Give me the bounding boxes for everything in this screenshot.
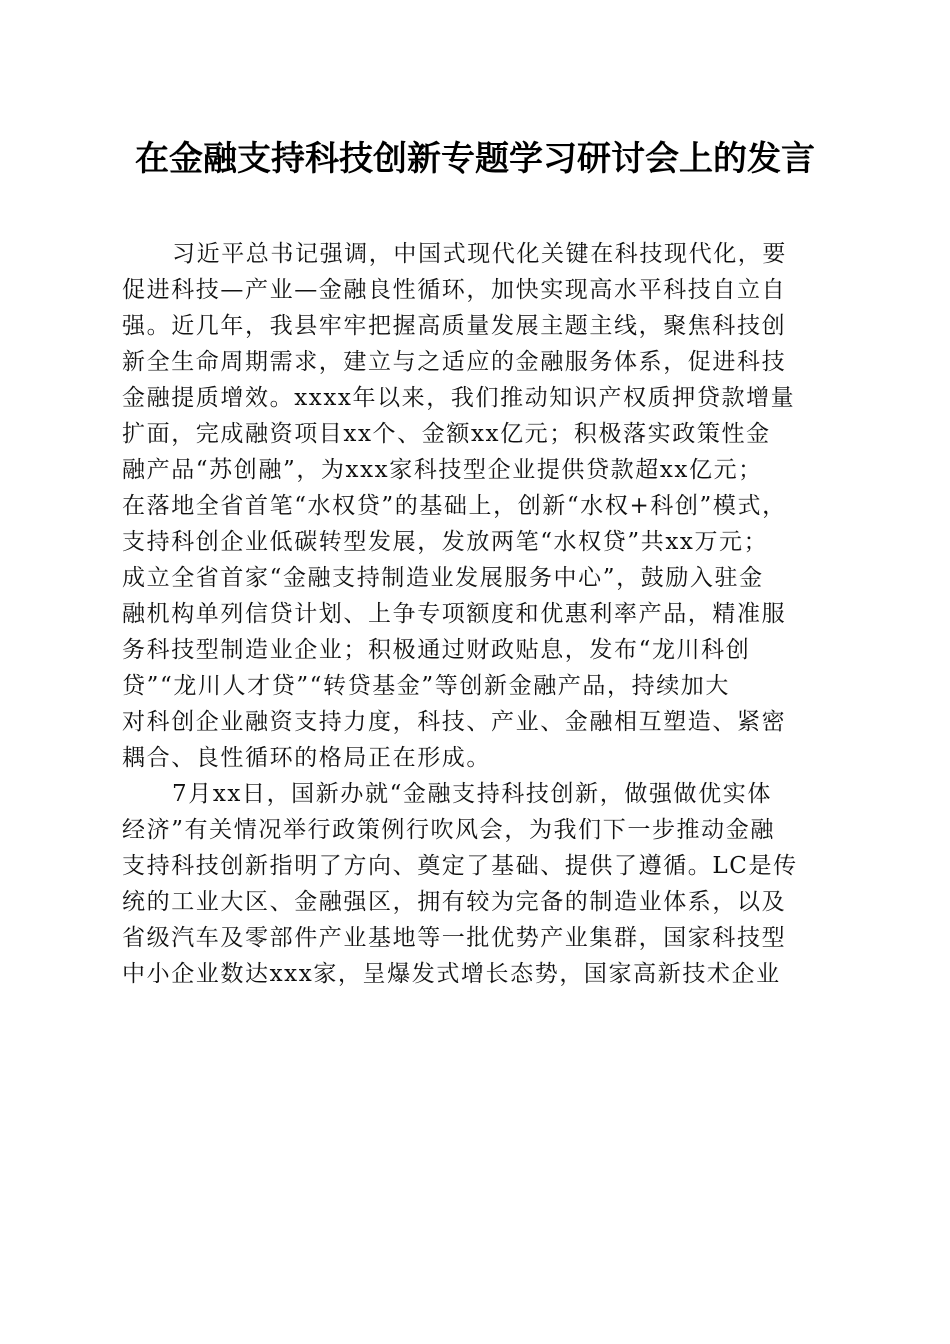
paragraph-1-line-9: 支持科创企业低碳转型发展，发放两笔“水权贷”共xx万元；	[122, 529, 769, 555]
paragraph-1-line-6: 扩面，完成融资项目xx个、金额xx亿元；积极落实政策性金	[122, 421, 771, 447]
paragraph-1-line-5: 金融提质增效。xxxx年以来，我们推动知识产权质押贷款增量	[122, 385, 796, 411]
paragraph-1-line-7: 融产品“苏创融”，为xxx家科技型企业提供贷款超xx亿元；	[122, 457, 763, 483]
paragraph-2-line-1: 7月xx日，国新办就“金融支持科技创新，做强做优实体	[172, 781, 772, 807]
paragraph-1-line-4: 新全生命周期需求，建立与之适应的金融服务体系，促进科技	[122, 349, 787, 375]
paragraph-2-line-2: 经济”有关情况举行政策例行吹风会，为我们下一步推动金融	[122, 817, 775, 843]
paragraph-1-line-11: 融机构单列信贷计划、上争专项额度和优惠利率产品，精准服	[122, 601, 787, 627]
paragraph-1-line-10: 成立全省首家“金融支持制造业发展服务中心”，鼓励入驻金	[122, 565, 764, 591]
paragraph-2-line-6: 中小企业数达xxx家，呈爆发式增长态势，国家高新技术企业	[122, 961, 781, 987]
paragraph-2-line-5: 省级汽车及零部件产业基地等一批优势产业集群，国家科技型	[122, 925, 787, 951]
paragraph-1-line-13: 贷”“龙川人才贷”“转贷基金”等创新金融产品，持续加大	[122, 673, 730, 699]
paragraph-1-line-14: 对科创企业融资支持力度，科技、产业、金融相互塑造、紧密	[122, 709, 787, 735]
paragraph-1-line-8: 在落地全省首笔“水权贷”的基础上，创新“水权+科创”模式，	[122, 493, 787, 519]
paragraph-2-line-4: 统的工业大区、金融强区，拥有较为完备的制造业体系，以及	[122, 889, 787, 915]
paragraph-2-line-3: 支持科技创新指明了方向、奠定了基础、提供了遵循。LC是传	[122, 853, 798, 879]
paragraph-1-line-12: 务科技型制造业企业；积极通过财政贴息，发布“龙川科创	[122, 637, 751, 663]
page-title: 在金融支持科技创新专题学习研讨会上的发言	[135, 139, 815, 179]
paragraph-1-line-2: 促进科技—产业—金融良性循环，加快实现高水平科技自立自	[122, 277, 787, 303]
paragraph-1-line-1: 习近平总书记强调，中国式现代化关键在科技现代化，要	[172, 241, 787, 267]
paragraph-1-line-15: 耦合、良性循环的格局正在形成。	[122, 745, 491, 771]
paragraph-1-line-3: 强。近几年，我县牢牢把握高质量发展主题主线，聚焦科技创	[122, 313, 787, 339]
